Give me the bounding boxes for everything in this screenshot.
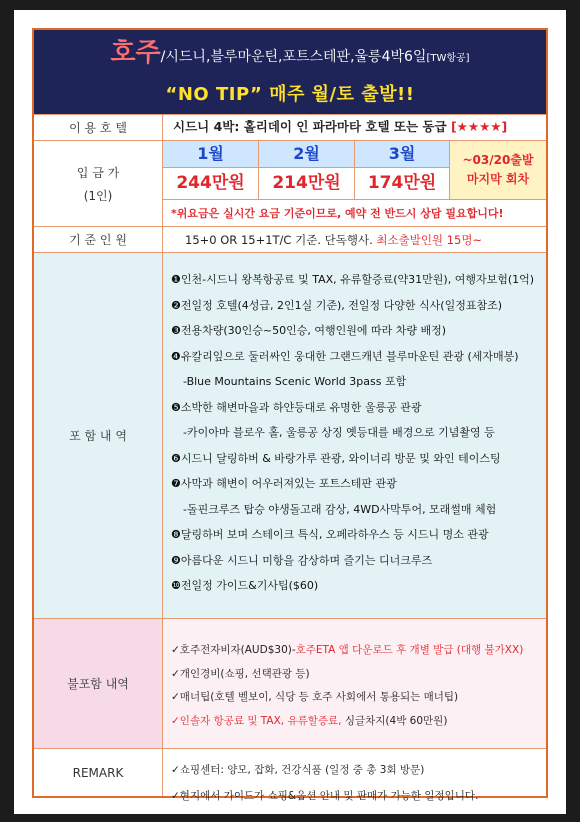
excluded-content [163, 619, 546, 748]
subtitle: “NO TIP” 매주 월/토 출발!! [165, 84, 415, 105]
list-item: ✓개인경비(쇼핑, 선택관광 등) [171, 667, 310, 680]
list-item: ❶인천-시드니 왕복항공료 및 TAX, 유류할증료(약31만원), 여행자보험(1억) [171, 273, 535, 286]
list-item: ✓인솔자 항공료 및 TAX, 유류할증료, 싱글차지(4박 60만원) [171, 714, 448, 727]
title [34, 36, 546, 76]
list-item: ❸전용차량(30인승~50인승, 여행인원에 따라 차량 배정) [171, 324, 447, 337]
list-item: ❻시드니 달링하버 & 바랑가루 관광, 와이너리 방문 및 와인 테이스팅 [171, 451, 501, 465]
title-airline: [TW항공] [426, 53, 470, 64]
list-item: ✓호주전자비자(AUD$30)-호주ETA 앱 다운로드 후 개별 발급 (대행 불가XX) [171, 644, 524, 656]
page [14, 10, 566, 814]
remark-list [171, 757, 540, 809]
price-label: 입 금 가 (1인) [34, 141, 163, 226]
included-list [171, 267, 540, 599]
basis-label: 기 준 인 원 [34, 227, 163, 252]
basis-text: 15+0 OR 15+1T/C 기준. 단독행사. [185, 233, 373, 247]
month-label: 2월 [259, 141, 354, 168]
hotel-content [163, 115, 546, 140]
min-participants: 최소출발인원 15명~ [376, 233, 483, 247]
price-label-sub: (1인) [83, 188, 113, 203]
price-grid [163, 141, 546, 199]
excluded-row [34, 618, 546, 748]
excluded-label: 불포함 내역 [34, 619, 163, 748]
included-label: 포 함 내 역 [34, 253, 163, 618]
remark-label: REMARK [34, 749, 163, 796]
title-country: 호주 [110, 38, 161, 68]
list-item: ❼사막과 해변이 어우러져있는 포트스테판 관광 [171, 477, 397, 490]
list-item: ❿전일정 가이드&기사팁($60) [171, 579, 319, 592]
hotel-text: 시드니 4박: 홀리데이 인 파라마타 호텔 또는 동급 [173, 119, 447, 134]
included-row [34, 252, 546, 618]
month-label: 3월 [355, 141, 449, 168]
list-item: ✓매너팁(호텔 벨보이, 식당 등 호주 사회에서 통용되는 매너팁) [171, 691, 459, 703]
list-item: ❹유칼리잎으로 둘러싸인 웅대한 그랜드캐년 블루마운틴 관광 (세자매봉) [171, 349, 519, 363]
list-item: -돌핀크루즈 탑승 야생돌고래 감상, 4WD사막투어, 모래썰매 체험 [183, 502, 497, 516]
month-price: 244만원 [163, 168, 258, 199]
hotel-stars: [★★★★] [450, 119, 508, 134]
month-price: 214만원 [259, 168, 354, 199]
list-item: ✓현지에서 가이드가 쇼핑&옵션 안내 및 판매가 가능한 일정입니다. [171, 790, 479, 802]
itinerary-frame [32, 28, 548, 802]
basis-content [163, 227, 546, 252]
excluded-list [171, 639, 540, 733]
included-content [163, 253, 546, 618]
header [34, 30, 546, 114]
basis-row [34, 226, 546, 252]
list-item: ❷전일정 호텔(4성급, 2인1실 기준), 전일정 다양한 식사(일정표참조) [171, 298, 503, 312]
month-cell-3 [355, 141, 450, 199]
month-price: 174만원 [355, 168, 449, 199]
month-cell-1 [163, 141, 259, 199]
price-row [34, 140, 546, 226]
list-item: -Blue Mountains Scenic World 3pass 포함 [183, 375, 407, 388]
month-cell-2 [259, 141, 355, 199]
price-warning: *위요금은 실시간 요금 기준이므로, 예약 전 반드시 상담 필요합니다! [163, 199, 546, 227]
title-route: /시드니,블루마운틴,포트스테판,울릉4박6일 [160, 49, 427, 65]
last-departure-note: ~03/20출발 마지막 회차 [450, 141, 546, 199]
list-item: ❽달링하버 보며 스테이크 특식, 오페라하우스 등 시드니 명소 관광 [171, 528, 489, 541]
list-item: ❾아름다운 시드니 미항을 감상하며 즐기는 디너크루즈 [171, 553, 433, 567]
remark-content [163, 749, 546, 802]
list-item: -카이아마 블로우 홀, 울릉공 상징 옛등대를 배경으로 기념촬영 등 [183, 426, 495, 439]
list-item: ❺소박한 해변마을과 하얀등대로 유명한 울릉공 관광 [171, 400, 422, 414]
list-item: ✓쇼핑센터: 양모, 잡화, 건강식품 (일정 중 총 3회 방문) [171, 764, 425, 776]
month-label: 1월 [163, 141, 258, 168]
price-content [163, 141, 546, 226]
hotel-row [34, 114, 546, 140]
remark-row [34, 748, 546, 802]
hotel-label: 이 용 호 텔 [34, 115, 163, 140]
